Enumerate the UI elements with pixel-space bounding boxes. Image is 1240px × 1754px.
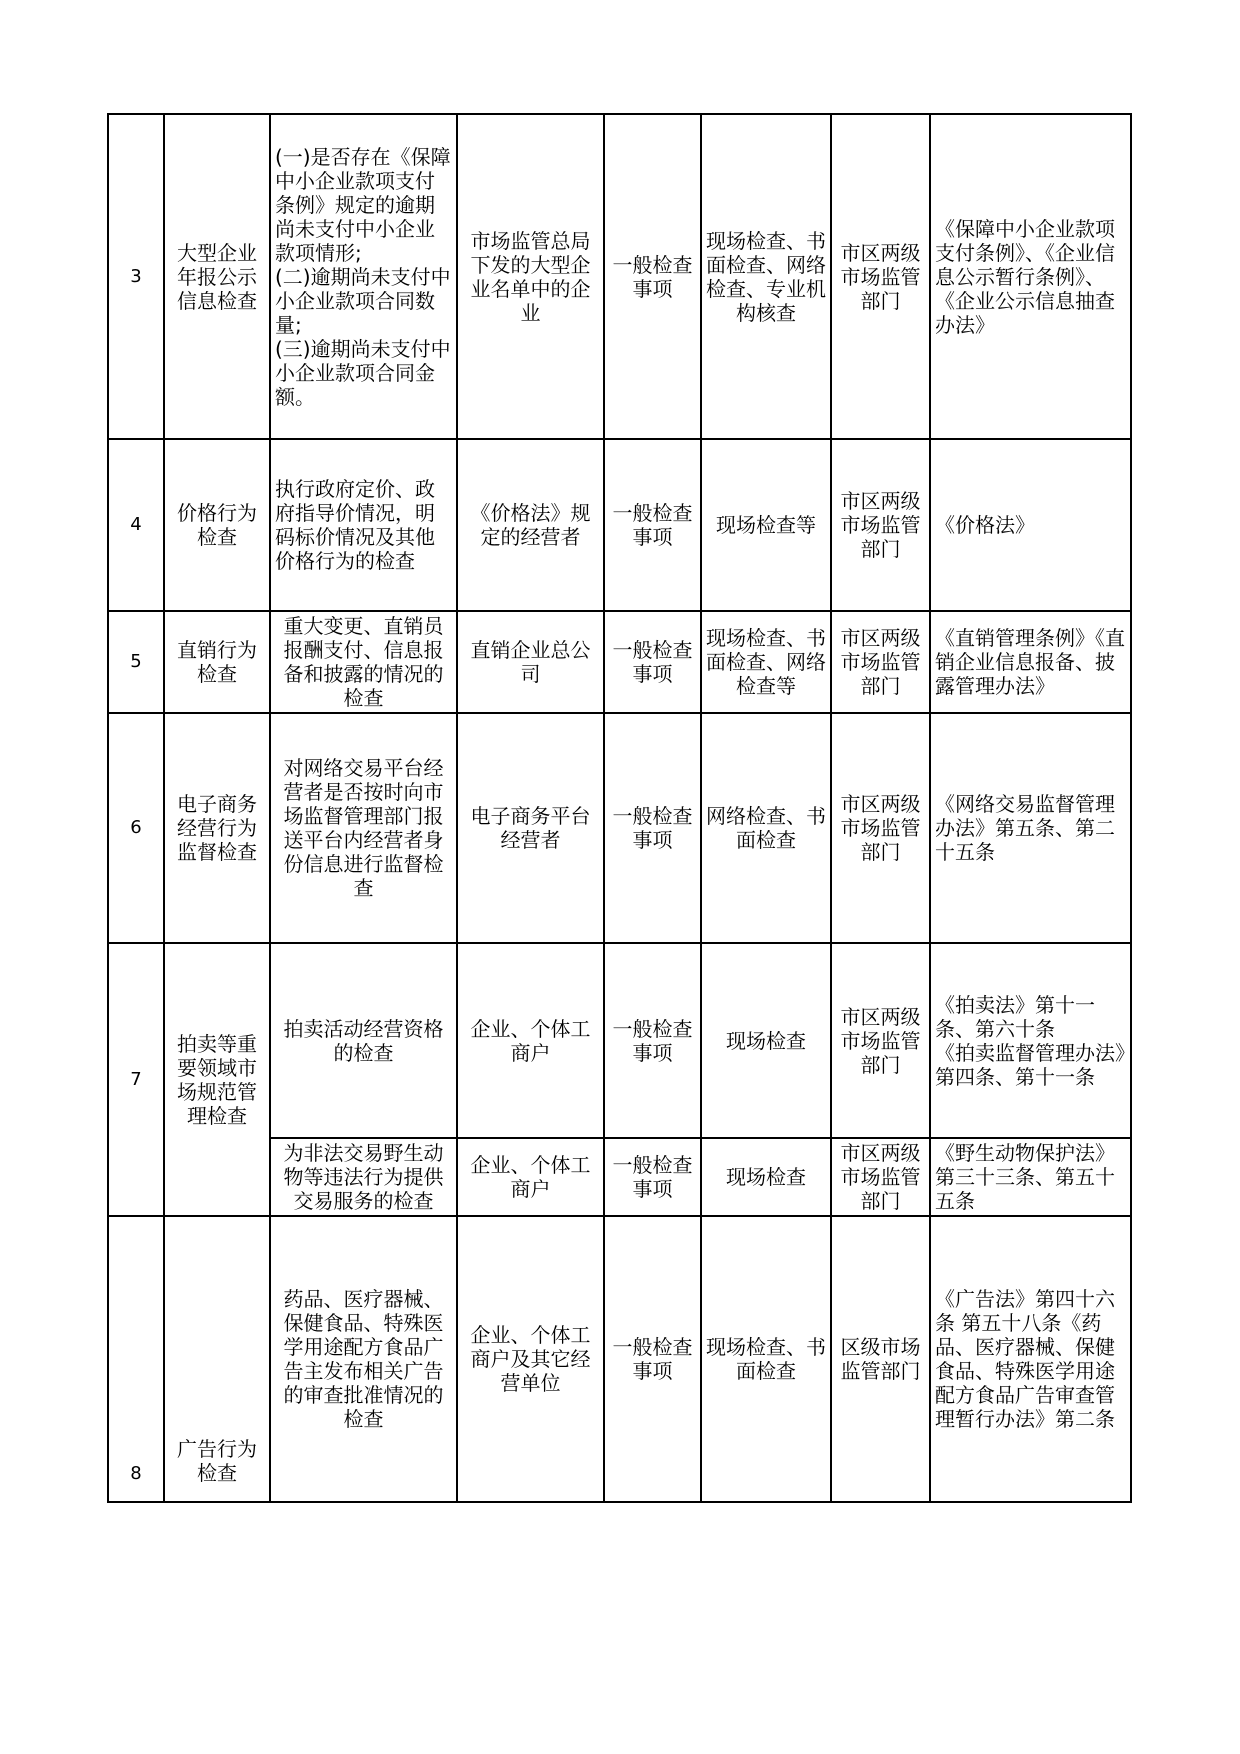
inspection-basis: 《网络交易监督管理办法》第五条、第二十五条 [930, 713, 1131, 943]
inspection-type: 一般检查事项 [604, 1138, 701, 1216]
item-name: 电子商务经营行为监督检查 [164, 713, 270, 943]
inspection-method: 网络检查、书面检查 [701, 713, 831, 943]
inspection-subject: 市区两级市场监管部门 [831, 114, 930, 439]
inspection-basis: 《保障中小企业款项支付条例》、《企业信息公示暂行条例》、《企业公示信息抽查办法》 [930, 114, 1131, 439]
row-number: 3 [108, 114, 164, 439]
inspection-method: 现场检查等 [701, 439, 831, 611]
inspection-subject: 市区两级市场监管部门 [831, 1138, 930, 1216]
inspection-type: 一般检查事项 [604, 611, 701, 713]
item-name: 大型企业年报公示信息检查 [164, 114, 270, 439]
inspection-content: 药品、医疗器械、保健食品、特殊医学用途配方食品广告主发布相关广告的审查批准情况的检查 [270, 1216, 457, 1502]
row-number: 4 [108, 439, 164, 611]
inspection-basis: 《广告法》第四十六条 第五十八条《药品、医疗器械、保健食品、特殊医学用途配方食品广告审查管理暂行办法》第二条 [930, 1216, 1131, 1502]
inspection-basis: 《直销管理条例》《直销企业信息报备、披露管理办法》 [930, 611, 1131, 713]
inspection-object: 企业、个体工商户 [457, 943, 604, 1138]
table-row [108, 1216, 1131, 1502]
row-number: 8 [108, 1216, 164, 1502]
table-row [108, 439, 1131, 611]
inspection-subject: 区级市场监管部门 [831, 1216, 930, 1502]
inspection-object: 直销企业总公司 [457, 611, 604, 713]
inspection-method: 现场检查、书面检查、网络检查等 [701, 611, 831, 713]
item-name: 直销行为检查 [164, 611, 270, 713]
inspection-method: 现场检查、书面检查 [701, 1216, 831, 1502]
inspection-type: 一般检查事项 [604, 1216, 701, 1502]
inspection-subject: 市区两级市场监管部门 [831, 943, 930, 1138]
item-name: 广告行为检查 [164, 1216, 270, 1502]
inspection-content: 重大变更、直销员报酬支付、信息报备和披露的情况的检查 [270, 611, 457, 713]
inspection-content: 拍卖活动经营资格的检查 [270, 943, 457, 1138]
table-row [108, 114, 1131, 439]
inspection-object: 市场监管总局下发的大型企业名单中的企业 [457, 114, 604, 439]
table-row [108, 713, 1131, 943]
item-name: 价格行为检查 [164, 439, 270, 611]
row-number: 6 [108, 713, 164, 943]
inspection-method: 现场检查、书面检查、网络检查、专业机构核查 [701, 114, 831, 439]
inspection-type: 一般检查事项 [604, 439, 701, 611]
inspection-object: 企业、个体工商户及其它经营单位 [457, 1216, 604, 1502]
inspection-object: 企业、个体工商户 [457, 1138, 604, 1216]
inspection-basis: 《野生动物保护法》第三十三条、第五十五条 [930, 1138, 1131, 1216]
table-row [108, 611, 1131, 713]
inspection-type: 一般检查事项 [604, 114, 701, 439]
inspection-content: 对网络交易平台经营者是否按时向市场监督管理部门报送平台内经营者身份信息进行监督检查 [270, 713, 457, 943]
inspection-type: 一般检查事项 [604, 713, 701, 943]
inspection-method: 现场检查 [701, 1138, 831, 1216]
inspection-method: 现场检查 [701, 943, 831, 1138]
inspection-basis: 《拍卖法》第十一条、第六十条 《拍卖监督管理办法》第四条、第十一条 [930, 943, 1131, 1138]
inspection-object: 电子商务平台经营者 [457, 713, 604, 943]
inspection-content: 执行政府定价、政府指导价情况，明码标价情况及其他价格行为的检查 [270, 439, 457, 611]
row-number: 7 [108, 943, 164, 1216]
table-row [108, 943, 1131, 1138]
inspection-content: (一)是否存在《保障中小企业款项支付条例》规定的逾期尚未支付中小企业款项情形; (二)逾期尚未支付中小企业款项合同数量; (三)逾期尚未支付中小企业款项合同金额。 [270, 114, 457, 439]
inspection-basis: 《价格法》 [930, 439, 1131, 611]
inspection-subject: 市区两级市场监管部门 [831, 439, 930, 611]
inspection-subject: 市区两级市场监管部门 [831, 611, 930, 713]
inspection-subject: 市区两级市场监管部门 [831, 713, 930, 943]
inspection-content: 为非法交易野生动物等违法行为提供交易服务的检查 [270, 1138, 457, 1216]
row-number: 5 [108, 611, 164, 713]
inspection-type: 一般检查事项 [604, 943, 701, 1138]
inspection-table [107, 113, 1132, 1503]
inspection-object: 《价格法》规定的经营者 [457, 439, 604, 611]
item-name: 拍卖等重要领域市场规范管理检查 [164, 943, 270, 1216]
